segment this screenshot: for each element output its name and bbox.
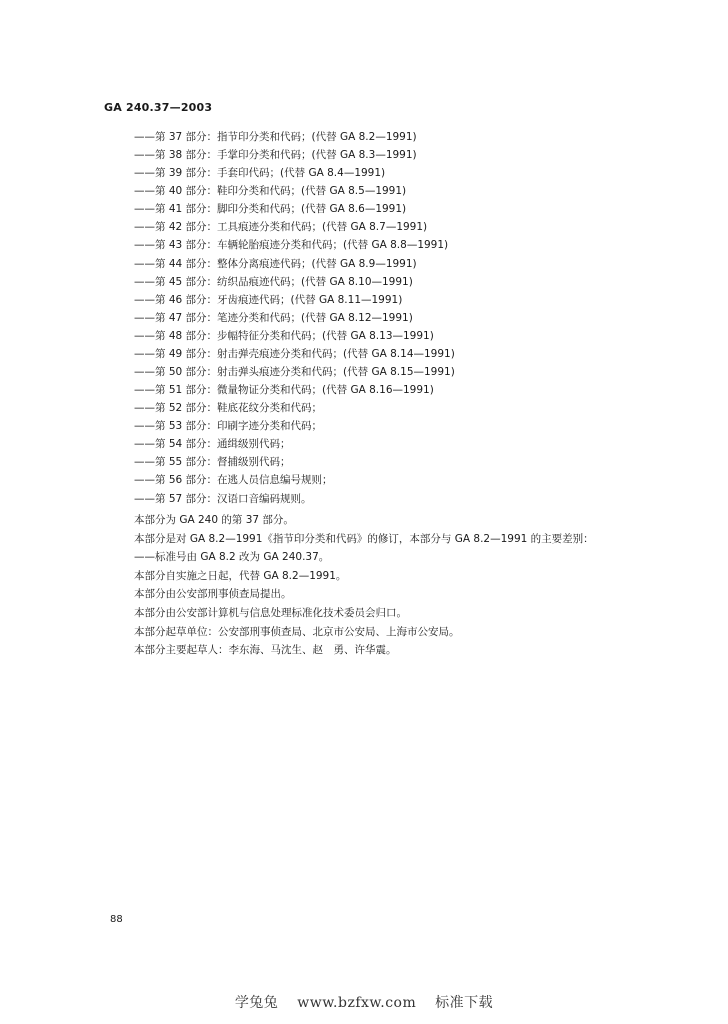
list-item: ——第 39 部分：手套印代码；(代替 GA 8.4—1991) xyxy=(134,167,386,180)
list-item: ——第 45 部分：纺织品痕迹代码；(代替 GA 8.10—1991) xyxy=(134,275,413,288)
list-item: ——第 57 部分：汉语口音编码规则。 xyxy=(134,492,312,505)
list-item: ——第 52 部分：鞋底花纹分类和代码； xyxy=(134,402,323,415)
list-item: ——第 37 部分：指节印分类和代码；(代替 GA 8.2—1991) xyxy=(134,131,417,143)
paragraph-centralized-by: 本部分由公安部计算机与信息处理标准化技术委员会归口。 xyxy=(134,606,407,619)
list-item: ——第 48 部分：步幅特征分类和代码；(代替 GA 8.13—1991) xyxy=(134,329,434,342)
list-item: ——第 50 部分：射击弹头痕迹分类和代码；(代替 GA 8.15—1991) xyxy=(134,366,455,379)
list-item: ——第 44 部分：整体分离痕迹代码；(代替 GA 8.9—1991) xyxy=(134,257,417,270)
paragraph-drafting-units: 本部分起草单位：公安部刑事侦查局、北京市公安局、上海市公安局。 xyxy=(134,625,460,638)
paragraph-effective: 本部分自实施之日起，代替 GA 8.2—1991。 xyxy=(134,569,347,582)
paragraph-revision: 本部分是对 GA 8.2—1991《指节印分类和代码》的修订，本部分与 GA 8.2—1991 的主要差别： xyxy=(134,532,594,545)
document-code: GA 240.37—2003 xyxy=(104,101,213,114)
paragraph-change-item: ——标准号由 GA 8.2 改为 GA 240.37。 xyxy=(134,551,330,564)
list-item: ——第 41 部分：脚印分类和代码；(代替 GA 8.6—1991) xyxy=(134,203,407,216)
list-item: ——第 55 部分：督捕级别代码； xyxy=(134,456,291,469)
list-item: ——第 42 部分：工具痕迹分类和代码；(代替 GA 8.7—1991) xyxy=(134,221,428,234)
paragraph-proposed-by: 本部分由公安部刑事侦查局提出。 xyxy=(134,588,292,601)
list-item: ——第 53 部分：印刷字迹分类和代码； xyxy=(134,420,323,433)
list-item: ——第 40 部分：鞋印分类和代码；(代替 GA 8.5—1991) xyxy=(134,185,407,198)
list-item: ——第 56 部分：在逃人员信息编号规则； xyxy=(134,474,333,487)
paragraph-part-number: 本部分为 GA 240 的第 37 部分。 xyxy=(134,514,294,526)
watermark-text: 学兔兔 www.bzfxw.com 标准下载 xyxy=(234,995,494,1011)
page-number: 88 xyxy=(110,914,123,925)
list-item: ——第 54 部分：通缉级别代码； xyxy=(134,438,291,451)
foreword-paragraphs xyxy=(134,511,594,660)
parts-list xyxy=(134,128,455,508)
list-item: ——第 46 部分：牙齿痕迹代码；(代替 GA 8.11—1991) xyxy=(134,293,403,306)
paragraph-drafters: 本部分主要起草人：李东海、马沈生、赵 勇、许华震。 xyxy=(134,644,397,657)
list-item: ——第 43 部分：车辆轮胎痕迹分类和代码；(代替 GA 8.8—1991) xyxy=(134,239,449,252)
list-item: ——第 47 部分：笔迹分类和代码；(代替 GA 8.12—1991) xyxy=(134,311,413,324)
list-item: ——第 51 部分：微量物证分类和代码；(代替 GA 8.16—1991) xyxy=(134,384,434,397)
list-item: ——第 49 部分：射击弹壳痕迹分类和代码；(代替 GA 8.14—1991) xyxy=(134,347,455,360)
list-item: ——第 38 部分：手掌印分类和代码；(代替 GA 8.3—1991) xyxy=(134,149,417,162)
